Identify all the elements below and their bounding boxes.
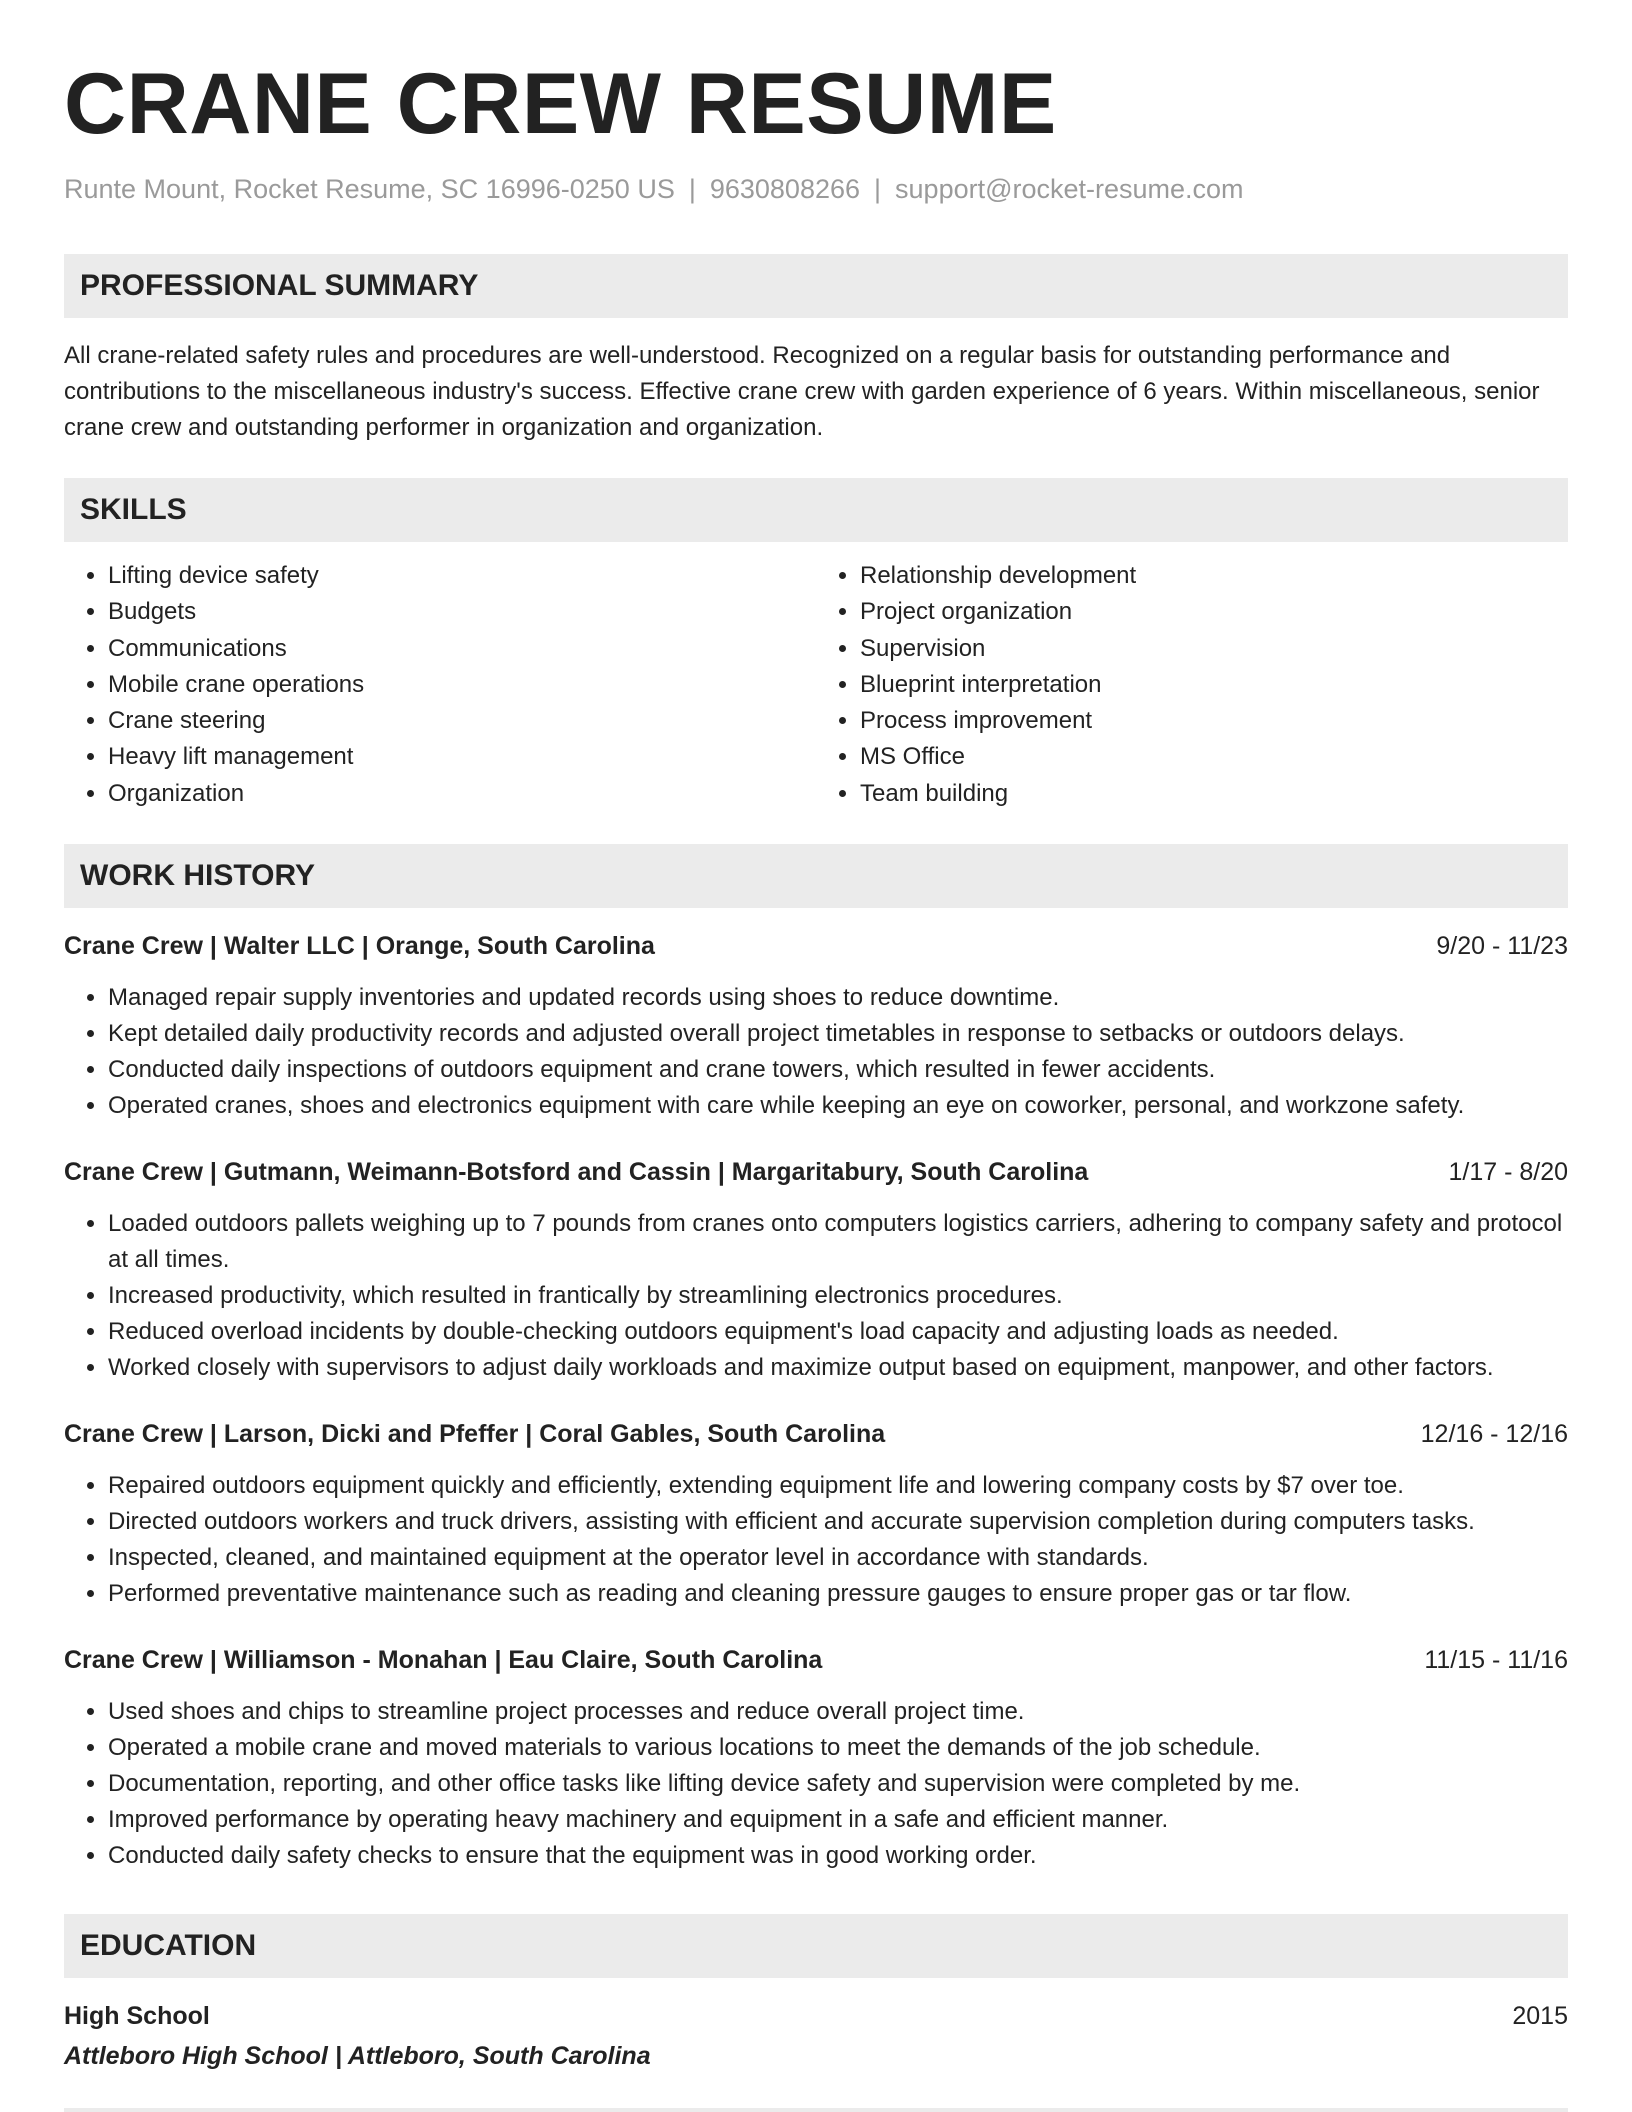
job-bullet: • Worked closely with supervisors to adjust daily workloads and maximize output based on equipment, manpower, and other factors.	[108, 1350, 1568, 1386]
skill-item: • Lifting device safety	[108, 558, 816, 594]
job-entry	[64, 928, 1568, 1124]
job-bullets	[64, 980, 1568, 1124]
job-header	[64, 1416, 1568, 1452]
skills-heading: SKILLS	[64, 478, 1568, 542]
job-entry	[64, 1416, 1568, 1612]
job-bullet: • Inspected, cleaned, and maintained equipment at the operator level in accordance with standards.	[108, 1540, 1568, 1576]
skill-item: • Blueprint interpretation	[860, 667, 1568, 703]
summary-text: All crane-related safety rules and procedures are well-understood. Recognized on a regular basis for outstanding performance and contributions to the miscellaneous industry's success. Effective crane crew with garden experience of 6 years. Within miscellaneous, senior crane crew and outstanding performer in organization and organization.	[64, 342, 1540, 441]
education-heading: EDUCATION	[64, 1914, 1568, 1978]
job-bullet: • Conducted daily safety checks to ensure that the equipment was in good working order.	[108, 1838, 1568, 1874]
job-bullets	[64, 1206, 1568, 1386]
skill-item: • Relationship development	[860, 558, 1568, 594]
job-title: Crane Crew | Larson, Dicki and Pfeffer | Coral Gables, South Carolina	[64, 1420, 886, 1449]
job-bullet: • Operated a mobile crane and moved materials to various locations to meet the demands of the job schedule.	[108, 1730, 1568, 1766]
skills-column-left	[64, 558, 816, 812]
job-header	[64, 1154, 1568, 1190]
skill-item: • Process improvement	[860, 703, 1568, 739]
work-history-heading: WORK HISTORY	[64, 844, 1568, 908]
contact-line	[64, 172, 1568, 206]
job-bullet: • Improved performance by operating heavy machinery and equipment in a safe and efficient manner.	[108, 1802, 1568, 1838]
skill-item: • Supervision	[860, 631, 1568, 667]
skill-item: • Mobile crane operations	[108, 667, 816, 703]
job-bullet: • Directed outdoors workers and truck drivers, assisting with efficient and accurate supervision completion during computers tasks.	[108, 1504, 1568, 1540]
skill-item: • Budgets	[108, 594, 816, 630]
job-bullet: • Managed repair supply inventories and updated records using shoes to reduce downtime.	[108, 980, 1568, 1016]
skill-item: • Communications	[108, 631, 816, 667]
job-bullet: • Operated cranes, shoes and electronics equipment with care while keeping an eye on coworker, personal, and workzone safety.	[108, 1088, 1568, 1124]
contact-separator: |	[874, 174, 882, 204]
contact-address: Runte Mount, Rocket Resume, SC 16996-0250 US	[64, 174, 675, 204]
job-bullet: • Reduced overload incidents by double-checking outdoors equipment's load capacity and adjusting loads as needed.	[108, 1314, 1568, 1350]
contact-separator: |	[688, 174, 696, 204]
job-header	[64, 928, 1568, 964]
job-bullet: • Kept detailed daily productivity records and adjusted overall project timetables in response to setbacks or outdoors delays.	[108, 1016, 1568, 1052]
contact-phone: 9630808266	[709, 174, 861, 204]
job-title: Crane Crew | Walter LLC | Orange, South Carolina	[64, 932, 655, 961]
job-header	[64, 1642, 1568, 1678]
skill-item: • Organization	[108, 776, 816, 812]
education-school: Attleboro High School | Attleboro, South Carolina	[64, 2042, 651, 2071]
job-entry	[64, 1154, 1568, 1386]
skill-item: • Crane steering	[108, 703, 816, 739]
job-dates: 12/16 - 12/16	[1420, 1420, 1568, 1449]
skill-item: • Project organization	[860, 594, 1568, 630]
skills-column-right	[816, 558, 1568, 812]
job-title: Crane Crew | Williamson - Monahan | Eau Claire, South Carolina	[64, 1646, 823, 1675]
job-bullets	[64, 1694, 1568, 1874]
resume-title: CRANE CREW RESUME	[64, 56, 1057, 152]
job-bullet: • Loaded outdoors pallets weighing up to 7 pounds from cranes onto computers logistics carriers, adhering to company safety and protocol at all times.	[108, 1206, 1568, 1278]
job-dates: 9/20 - 11/23	[1436, 932, 1568, 961]
job-bullet: • Documentation, reporting, and other office tasks like lifting device safety and supervision were completed by me.	[108, 1766, 1568, 1802]
education-header	[64, 1996, 1568, 2036]
skills-list	[64, 558, 1568, 812]
skill-item: • Heavy lift management	[108, 739, 816, 775]
job-dates: 1/17 - 8/20	[1448, 1158, 1568, 1187]
summary-heading: PROFESSIONAL SUMMARY	[64, 254, 1568, 318]
job-title: Crane Crew | Gutmann, Weimann-Botsford and Cassin | Margaritabury, South Carolina	[64, 1158, 1089, 1187]
contact-email: support@rocket-resume.com	[895, 174, 1244, 204]
job-bullet: • Performed preventative maintenance such as reading and cleaning pressure gauges to ensure proper gas or tar flow.	[108, 1576, 1568, 1612]
job-bullets	[64, 1468, 1568, 1612]
job-dates: 11/15 - 11/16	[1424, 1646, 1568, 1675]
job-entry	[64, 1642, 1568, 1874]
skill-item: • MS Office	[860, 739, 1568, 775]
education-degree: High School	[64, 2002, 210, 2031]
education-year: 2015	[1512, 2002, 1568, 2031]
job-bullet: • Repaired outdoors equipment quickly and efficiently, extending equipment life and lowering company costs by $7 over toe.	[108, 1468, 1568, 1504]
job-bullet: • Used shoes and chips to streamline project processes and reduce overall project time.	[108, 1694, 1568, 1730]
education-entry	[64, 1996, 1568, 2076]
job-bullet: • Increased productivity, which resulted in frantically by streamlining electronics procedures.	[108, 1278, 1568, 1314]
job-bullet: • Conducted daily inspections of outdoors equipment and crane towers, which resulted in fewer accidents.	[108, 1052, 1568, 1088]
page-bottom-divider	[64, 2108, 1568, 2112]
skill-item: • Team building	[860, 776, 1568, 812]
